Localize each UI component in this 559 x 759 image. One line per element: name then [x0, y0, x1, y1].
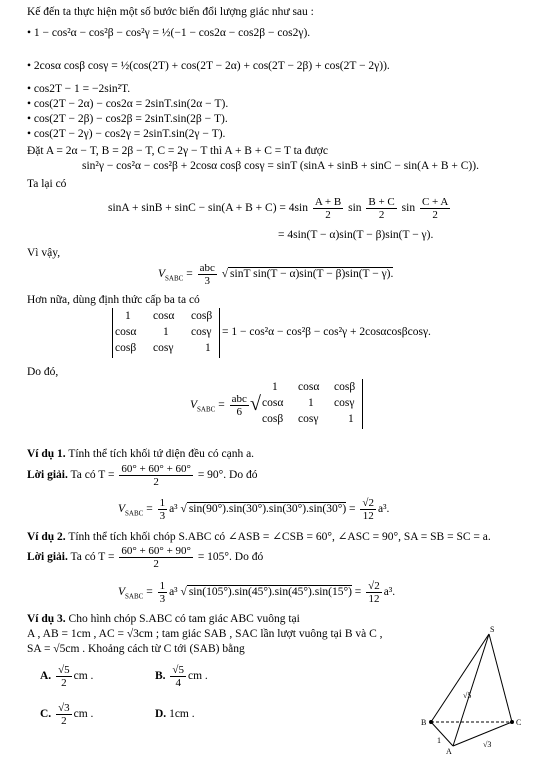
solution-1 — [27, 462, 257, 488]
volume-subscript: SABC — [165, 274, 184, 283]
a-cubed: a³ — [169, 586, 178, 598]
option-c[interactable] — [40, 701, 93, 727]
equals-sign: = — [346, 503, 359, 515]
example-2-label: Ví dụ 2. — [27, 531, 66, 543]
det-rhs: = 1 − cos²α − cos²β − cos²γ + 2cosαcosβcosγ. — [222, 326, 431, 338]
vertex-b: B — [421, 718, 427, 727]
det-cell: 1 — [205, 342, 211, 354]
sum-line-2: = 4sin(T − α)sin(T − β)sin(T − γ). — [278, 229, 434, 241]
vertex-s: S — [490, 625, 495, 634]
solution-label: Lời giải. — [27, 469, 68, 481]
result-2-tail: a³. — [383, 586, 396, 598]
det-cell: 1 — [272, 381, 278, 393]
unit: cm . — [187, 670, 208, 682]
solution-2-text: Ta có T = — [67, 551, 118, 563]
vertex-a: A — [446, 747, 452, 756]
vi-vay: Vì vậy, — [27, 247, 61, 259]
solution-label: Lời giải. — [27, 551, 68, 563]
example-1-label: Ví dụ 1. — [27, 448, 66, 460]
result-2-frac: $\frac{1}{3}$ — [159, 579, 166, 605]
sum-sin-2: sin — [348, 202, 362, 215]
solution-2-frac: $\frac{60^\circ + 60^\circ + 90^\circ}{2}$ — [121, 544, 191, 570]
identity-line: sin²γ − cos²α − cos²β + 2cosα cosβ cosγ = sinT (sinA + sinB + sinC − sin(A + B + C)). — [82, 160, 479, 172]
volume-symbol: V — [118, 503, 126, 515]
hon-nua: Hơn nữa, dùng định thức cấp ba ta có — [27, 294, 200, 306]
sum-frac-3: $\frac{C + A}{2}$ — [421, 196, 449, 221]
example-3-line-3: SA = √5cm . Khoảng cách từ C tới (SAB) bằng — [27, 643, 245, 655]
det-cell: cosγ — [334, 397, 355, 409]
det-cell: cosγ — [298, 413, 319, 425]
result-1-frac: $\frac{1}{3}$ — [159, 496, 166, 522]
determinant-1 — [112, 308, 220, 358]
example-2 — [27, 531, 491, 544]
result-1: $V_{SABC}$ = $\frac{1}{3}$ a³ √ sin(90°).sin(30°).sin(30°).sin(30°) = $\frac{√2}{12}$ a³. — [118, 496, 390, 522]
option-a[interactable] — [40, 663, 93, 689]
example-3-line-1 — [27, 613, 300, 626]
sum-formula — [108, 196, 452, 221]
option-a-frac: $\frac{√5}{2}$ — [58, 663, 70, 689]
determinant-2 — [250, 379, 363, 429]
option-c-frac: $\frac{√3}{2}$ — [58, 701, 70, 727]
example-1-text: Tính thể tích khối tứ diện đều có cạnh a. — [65, 448, 255, 460]
result-1-sqrt: sin(90°).sin(30°).sin(30°).sin(30°) — [188, 503, 347, 515]
result-1-value: $\frac{√2}{12}$ — [362, 496, 374, 522]
det-cell: cosβ — [191, 310, 213, 322]
example-3-line-2: A , AB = 1cm , AC = √3cm ; tam giác SAB , SAC lần lượt vuông tại B và C , — [27, 628, 383, 640]
volume-subscript: SABC — [125, 509, 144, 518]
volume-formula-2 — [190, 393, 251, 421]
option-d[interactable] — [155, 708, 195, 721]
det-cell: cosα — [153, 310, 175, 322]
det-cell: cosα — [262, 397, 284, 409]
example-1 — [27, 448, 254, 461]
sum-lhs: sinA + sinB + sinC − sin(A + B + C) = 4sin — [108, 202, 308, 215]
unit: cm . — [73, 708, 94, 720]
det-cell: 1 — [348, 413, 354, 425]
equals-sign: = — [215, 399, 228, 412]
intro-text: Kế đến ta thực hiện một số bước biến đổi lượng giác như sau : — [27, 6, 314, 18]
volume-subscript: SABC — [197, 405, 216, 414]
solution-1-tail: = 90°. Do đó — [197, 469, 258, 481]
volume-symbol: V — [190, 399, 198, 412]
bullet-1: • 1 − cos²α − cos²β − cos²γ = ½(−1 − cos2α − cos2β − cos2γ). — [27, 27, 311, 39]
solution-2 — [27, 544, 263, 570]
volume-frac-2: $\frac{\text{abc}}{6}$ — [231, 393, 247, 418]
det-cell: 1 — [163, 326, 169, 338]
result-1-tail: a³. — [377, 503, 390, 515]
do-do: Do đó, — [27, 366, 59, 378]
bullet-5: • cos(2T − 2β) − cos2β = 2sinT.sin(2β − T). — [27, 113, 228, 125]
ta-lai-co: Ta lại có — [27, 178, 67, 190]
option-a-label: A. — [40, 670, 52, 682]
solution-2-tail: = 105°. Do đó — [197, 551, 264, 563]
det-cell: 1 — [125, 310, 131, 322]
result-2-sqrt: sin(105°).sin(45°).sin(45°).sin(15°) — [188, 586, 352, 598]
option-b[interactable] — [155, 663, 208, 689]
a-cubed: a³ — [169, 503, 178, 515]
solution-1-text: Ta có T = — [67, 469, 118, 481]
equals-sign: = — [143, 586, 156, 598]
option-b-frac: $\frac{√5}{4}$ — [172, 663, 184, 689]
equals-sign: = — [351, 586, 365, 598]
equals-sign: = — [183, 268, 196, 281]
det-cell: cosβ — [262, 413, 284, 425]
sum-frac-1: $\frac{A + B}{2}$ — [314, 196, 342, 221]
bullet-6: • cos(2T − 2γ) − cos2γ = 2sinT.sin(2γ − T). — [27, 128, 226, 140]
example-2-text: Tính thể tích khối chóp S.ABC có ∠ASB = ∠CSB = 60°, ∠ASC = 90°, SA = SB = SC = a. — [65, 531, 491, 543]
sum-sin-3: sin — [401, 202, 416, 215]
volume-symbol: V — [118, 586, 126, 598]
vertex-c: C — [516, 718, 522, 727]
example-3-label: Ví dụ 3. — [27, 613, 66, 625]
equals-sign: = — [143, 503, 156, 515]
bullet-4: • cos(2T − 2α) − cos2α = 2sinT.sin(2α − T). — [27, 98, 229, 110]
volume-sqrt: sinT sin(T − α)sin(T − β)sin(T − γ). — [230, 268, 394, 281]
det-cell: cosα — [298, 381, 320, 393]
bullet-3: • cos2T − 1 = −2sin²T. — [27, 83, 131, 95]
det-cell: cosγ — [191, 326, 212, 338]
option-b-label: B. — [155, 670, 166, 682]
det-cell: cosγ — [153, 342, 174, 354]
dat-line: Đặt A = 2α − T, B = 2β − T, C = 2γ − T thì A + B + C = T ta được — [27, 145, 328, 157]
option-c-label: C. — [40, 708, 52, 720]
example-3-text: Cho hình chóp S.ABC có tam giác ABC vuông tại — [65, 613, 300, 625]
det-cell: 1 — [308, 397, 314, 409]
result-2: $V_{SABC}$ = $\frac{1}{3}$ a³ √ sin(105°).sin(45°).sin(45°).sin(15°) = $\frac{√2}{12}$ a³. — [118, 579, 396, 605]
edge-ac-label: √3 — [483, 740, 492, 749]
det-cell: cosβ — [115, 342, 137, 354]
det-cell: cosα — [115, 326, 137, 338]
option-d-label: D. — [155, 708, 167, 720]
sum-frac-2: $\frac{B + C}{2}$ — [368, 196, 395, 221]
volume-formula-1: $V_{SABC}$ = $\frac{\text{abc}}{3}$ √ sinT sin(T − α)sin(T − β)sin(T − γ). — [158, 262, 394, 287]
unit: cm . — [73, 670, 94, 682]
det-cell: cosβ — [334, 381, 356, 393]
edge-sa-label: √5 — [463, 691, 472, 700]
option-d-value: 1cm . — [169, 708, 195, 720]
volume-frac: $\frac{\text{abc}}{3}$ — [199, 262, 215, 287]
bullet-2: • 2cosα cosβ cosγ = ½(cos(2T) + cos(2T − 2α) + cos(2T − 2β) + cos(2T − 2γ)). — [27, 60, 390, 72]
edge-ab-label: 1 — [437, 736, 441, 745]
sqrt-sign: √ — [250, 393, 261, 415]
result-2-value: $\frac{√2}{12}$ — [368, 579, 380, 605]
volume-symbol: V — [158, 268, 166, 281]
solution-1-frac: $\frac{60^\circ + 60^\circ + 60^\circ}{2}$ — [121, 462, 191, 488]
volume-subscript: SABC — [125, 592, 144, 601]
